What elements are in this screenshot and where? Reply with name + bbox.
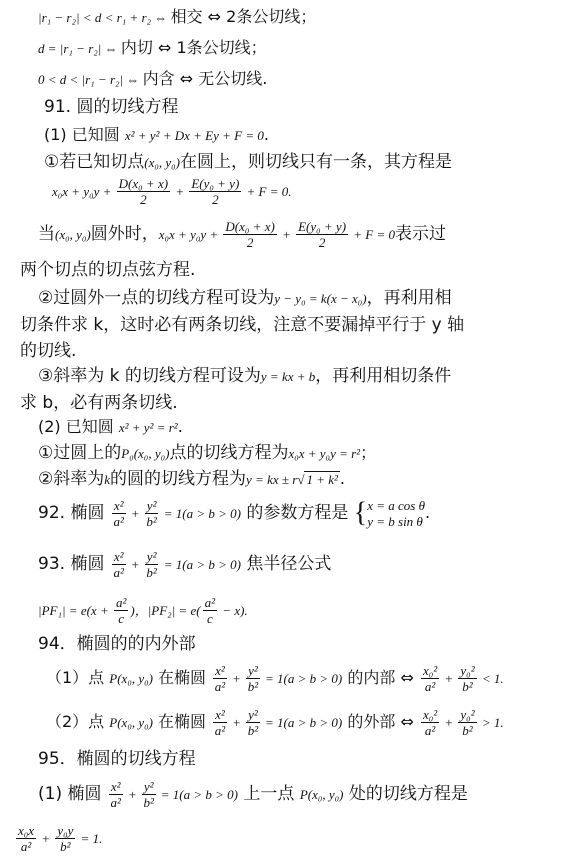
section-heading-95: 95．椭圆的切线方程 <box>38 749 196 769</box>
section-93 <box>38 546 331 583</box>
fraction <box>114 595 128 626</box>
text: ①过圆上的 <box>38 443 122 463</box>
denominator: 2 <box>246 235 254 250</box>
denominator: a² <box>113 514 124 529</box>
fraction <box>458 663 476 694</box>
numerator: a² <box>115 595 127 610</box>
text: 上一点 <box>238 784 300 804</box>
denominator: c <box>118 611 125 626</box>
text: (1) 椭圆 <box>38 784 107 804</box>
fraction <box>213 707 227 738</box>
text: 的外部 ⇔ <box>342 712 419 731</box>
math-expr: |PF₁| = e(x + <box>38 603 112 618</box>
fraction <box>296 219 348 250</box>
math-expr: = 1(a > b > 0) <box>157 787 238 802</box>
numerator: y² <box>146 549 157 564</box>
denominator: a² <box>20 839 32 854</box>
math-expr: y = kx + b <box>260 369 316 384</box>
equation: y = b sin θ <box>367 513 423 529</box>
math-expr: P(x₀, y₀) <box>109 715 153 730</box>
line-circle-general <box>44 124 269 147</box>
fraction <box>246 663 260 694</box>
line-chord: 两个切点的切点弦方程. <box>20 260 196 280</box>
text: 圆外时， <box>90 224 159 244</box>
numerator: E(y₀ + y) <box>298 219 347 234</box>
fraction <box>145 498 159 529</box>
numerator: D(x₀ + x) <box>225 219 275 234</box>
numerator: x₀² <box>422 663 438 678</box>
denominator: b² <box>143 795 154 810</box>
denominator: a² <box>424 679 436 694</box>
text: ，再利用相 <box>366 288 452 308</box>
line-intersect <box>38 6 316 29</box>
numerator: x² <box>215 663 225 678</box>
math-expr: |PF₂| = e( <box>147 603 201 618</box>
fraction <box>112 549 126 580</box>
math-expr: = 1. <box>77 831 103 846</box>
numerator: x₀x <box>18 823 35 838</box>
numerator: D(x₀ + x) <box>118 176 169 191</box>
numerator: y₀y <box>57 823 74 838</box>
numerator: x² <box>215 707 225 722</box>
line-internally-tangent <box>38 37 267 60</box>
math-expr: x² + y² = r² <box>118 420 178 435</box>
math-expr: (x₀, y₀) <box>144 155 180 170</box>
text: 在椭圆 <box>152 712 212 731</box>
text: 在圆上，则切线只有一条，其方程是 <box>180 152 452 172</box>
denominator: b² <box>146 565 157 580</box>
line-tangent-condition: 切条件求 k，这时必有两条切线，注意不要漏掉平行于 y 轴 <box>20 315 465 335</box>
fraction <box>189 176 241 207</box>
math-expr: x₀x + y₀y = r² <box>288 446 361 461</box>
text: 在椭圆 <box>152 668 212 687</box>
denominator: a² <box>424 723 436 738</box>
math-expr: x₀x + y₀y + <box>52 184 115 199</box>
line-slope-note: 求 b，必有两条切线. <box>20 393 178 413</box>
denominator: a² <box>113 565 124 580</box>
denominator: b² <box>146 514 157 529</box>
numerator: x² <box>113 498 124 513</box>
denominator: a² <box>214 679 226 694</box>
denominator: a² <box>110 795 121 810</box>
numerator: x₀² <box>422 707 438 722</box>
math-expr: + <box>228 715 245 730</box>
text: 焦半径公式 <box>240 554 332 574</box>
line-slope-tangent <box>38 365 451 388</box>
math-expr: y = kx ± r <box>246 472 298 487</box>
math-expr: )， <box>130 603 148 618</box>
numerator: y² <box>248 707 258 722</box>
numerator: x² <box>110 779 121 794</box>
text: ①若已知切点 <box>44 152 145 172</box>
line-focal-radius <box>38 592 248 629</box>
text: ； <box>360 443 377 462</box>
sqrt-symbol: √ <box>297 472 305 487</box>
math-expr: y − y₀ = k(x − x₀) <box>274 291 367 306</box>
line-contained <box>38 68 267 91</box>
denominator: 2 <box>140 192 147 207</box>
text: 的圆的切线方程为 <box>110 469 247 489</box>
line-tangent-on-circle <box>38 442 376 465</box>
text: (2) 已知圆 <box>38 417 119 436</box>
text: 92. 椭圆 <box>38 503 110 523</box>
numerator: a² <box>204 595 216 610</box>
denominator: 2 <box>212 192 219 207</box>
math-expr: + <box>127 557 143 572</box>
math-expr: d = |r₁ − r₂| ⇔ <box>38 41 121 56</box>
section-heading-91: 91. 圆的切线方程 <box>44 97 179 117</box>
math-expr: + <box>127 506 143 521</box>
math-expr: + <box>228 671 245 686</box>
numerator: y² <box>248 663 258 678</box>
text: ②过圆外一点的切线方程可设为 <box>38 288 275 308</box>
text: . <box>177 417 183 436</box>
line-ellipse-outside <box>46 704 504 741</box>
text: 相交 ⇔ 2条公切线； <box>170 7 317 26</box>
fraction <box>55 823 75 854</box>
fraction <box>16 823 36 854</box>
math-expr: x₀x + y₀y + <box>158 227 222 242</box>
line-tangent-with-slope <box>38 468 345 491</box>
math-expr: x² + y² + Dx + Ey + F = 0 <box>124 128 264 143</box>
text: 的参数方程是 <box>240 503 354 523</box>
math-expr: 0 < d < |r₁ − r₂| ⇔ <box>38 72 143 87</box>
numerator: y² <box>143 779 154 794</box>
fraction <box>223 219 276 250</box>
text: 的内部 ⇔ <box>342 668 419 687</box>
math-expr: > 1. <box>478 715 504 730</box>
math-expr: + <box>124 787 140 802</box>
math-expr: + <box>278 227 295 242</box>
line-outside-point <box>38 218 446 251</box>
numerator: y₀² <box>460 707 475 722</box>
denominator: c <box>206 611 213 626</box>
line-external-tangent <box>38 287 452 310</box>
fraction <box>421 707 439 738</box>
text: . <box>339 469 345 488</box>
math-expr: P₀(x₀, y₀) <box>121 446 170 461</box>
text: ③斜率为 k 的切线方程可设为 <box>38 366 261 386</box>
numerator: y² <box>146 498 157 513</box>
text: (1) 已知圆 <box>44 125 125 144</box>
text: 内切 ⇔ 1条公切线； <box>120 38 267 57</box>
math-expr: + <box>441 715 457 730</box>
text: （2）点 <box>46 712 110 731</box>
numerator: x² <box>113 549 124 564</box>
math-expr: = 1(a > b > 0) <box>160 506 241 521</box>
math-expr: + F = 0. <box>243 184 292 199</box>
math-expr: P(x₀, y₀) <box>299 787 344 802</box>
line-ellipse-tangent <box>38 776 468 813</box>
denominator: b² <box>60 839 71 854</box>
text: 点的切线方程为 <box>169 443 289 463</box>
line-circle-standard <box>38 416 183 439</box>
math-expr: + <box>38 831 54 846</box>
text: 内含 ⇔ 无公切线. <box>142 69 268 88</box>
brace-symbol: { <box>353 497 368 529</box>
text: ，再利用相切条件 <box>315 366 452 386</box>
math-expr: + F = 0 <box>350 227 396 242</box>
equation: x = a cos θ <box>367 497 425 513</box>
fraction <box>213 663 227 694</box>
parametric-system <box>367 498 425 530</box>
math-expr: + <box>441 671 457 686</box>
fraction <box>246 707 260 738</box>
text: . <box>424 503 431 522</box>
math-expr: + <box>172 184 188 199</box>
fraction <box>421 663 439 694</box>
line-tangent-equation <box>52 175 292 208</box>
math-expr: 1 + k² <box>306 472 338 487</box>
math-expr: (x₀, y₀) <box>55 227 91 242</box>
text: ②斜率为 <box>38 469 105 489</box>
math-expr: k <box>104 472 111 487</box>
fraction <box>112 498 126 529</box>
text: （1）点 <box>46 668 110 687</box>
math-expr: = 1(a > b > 0) <box>261 671 343 686</box>
denominator: b² <box>462 723 473 738</box>
fraction <box>109 779 123 810</box>
text: 处的切线方程是 <box>343 784 468 804</box>
fraction <box>203 595 217 626</box>
fraction <box>142 779 156 810</box>
text: 93. 椭圆 <box>38 554 110 574</box>
fraction <box>117 176 170 207</box>
math-expr: |r₁ − r₂| < d < r₁ + r₂ ⇔ <box>38 10 171 25</box>
numerator: E(y₀ + y) <box>191 176 240 191</box>
denominator: a² <box>214 723 226 738</box>
text: . <box>263 125 269 144</box>
denominator: b² <box>247 679 259 694</box>
line-ellipse-inside <box>46 660 504 697</box>
denominator: b² <box>247 723 259 738</box>
denominator: 2 <box>318 235 326 250</box>
text: 表示过 <box>395 224 447 244</box>
section-heading-94: 94．椭圆的的内外部 <box>38 634 196 654</box>
line-ellipse-tangent-equation <box>14 820 102 857</box>
line-tangent-note: 的切线. <box>20 341 77 361</box>
math-expr: = 1(a > b > 0) <box>160 557 241 572</box>
text: 当 <box>38 224 55 244</box>
math-expr: < 1. <box>478 671 504 686</box>
fraction <box>458 707 476 738</box>
math-expr: P(x₀, y₀) <box>109 671 153 686</box>
fraction <box>145 549 159 580</box>
numerator: y₀² <box>460 663 475 678</box>
math-expr: = 1(a > b > 0) <box>261 715 343 730</box>
math-expr: − x). <box>219 603 248 618</box>
line-tangent-point <box>44 151 452 174</box>
denominator: b² <box>462 679 473 694</box>
section-92 <box>38 495 430 532</box>
